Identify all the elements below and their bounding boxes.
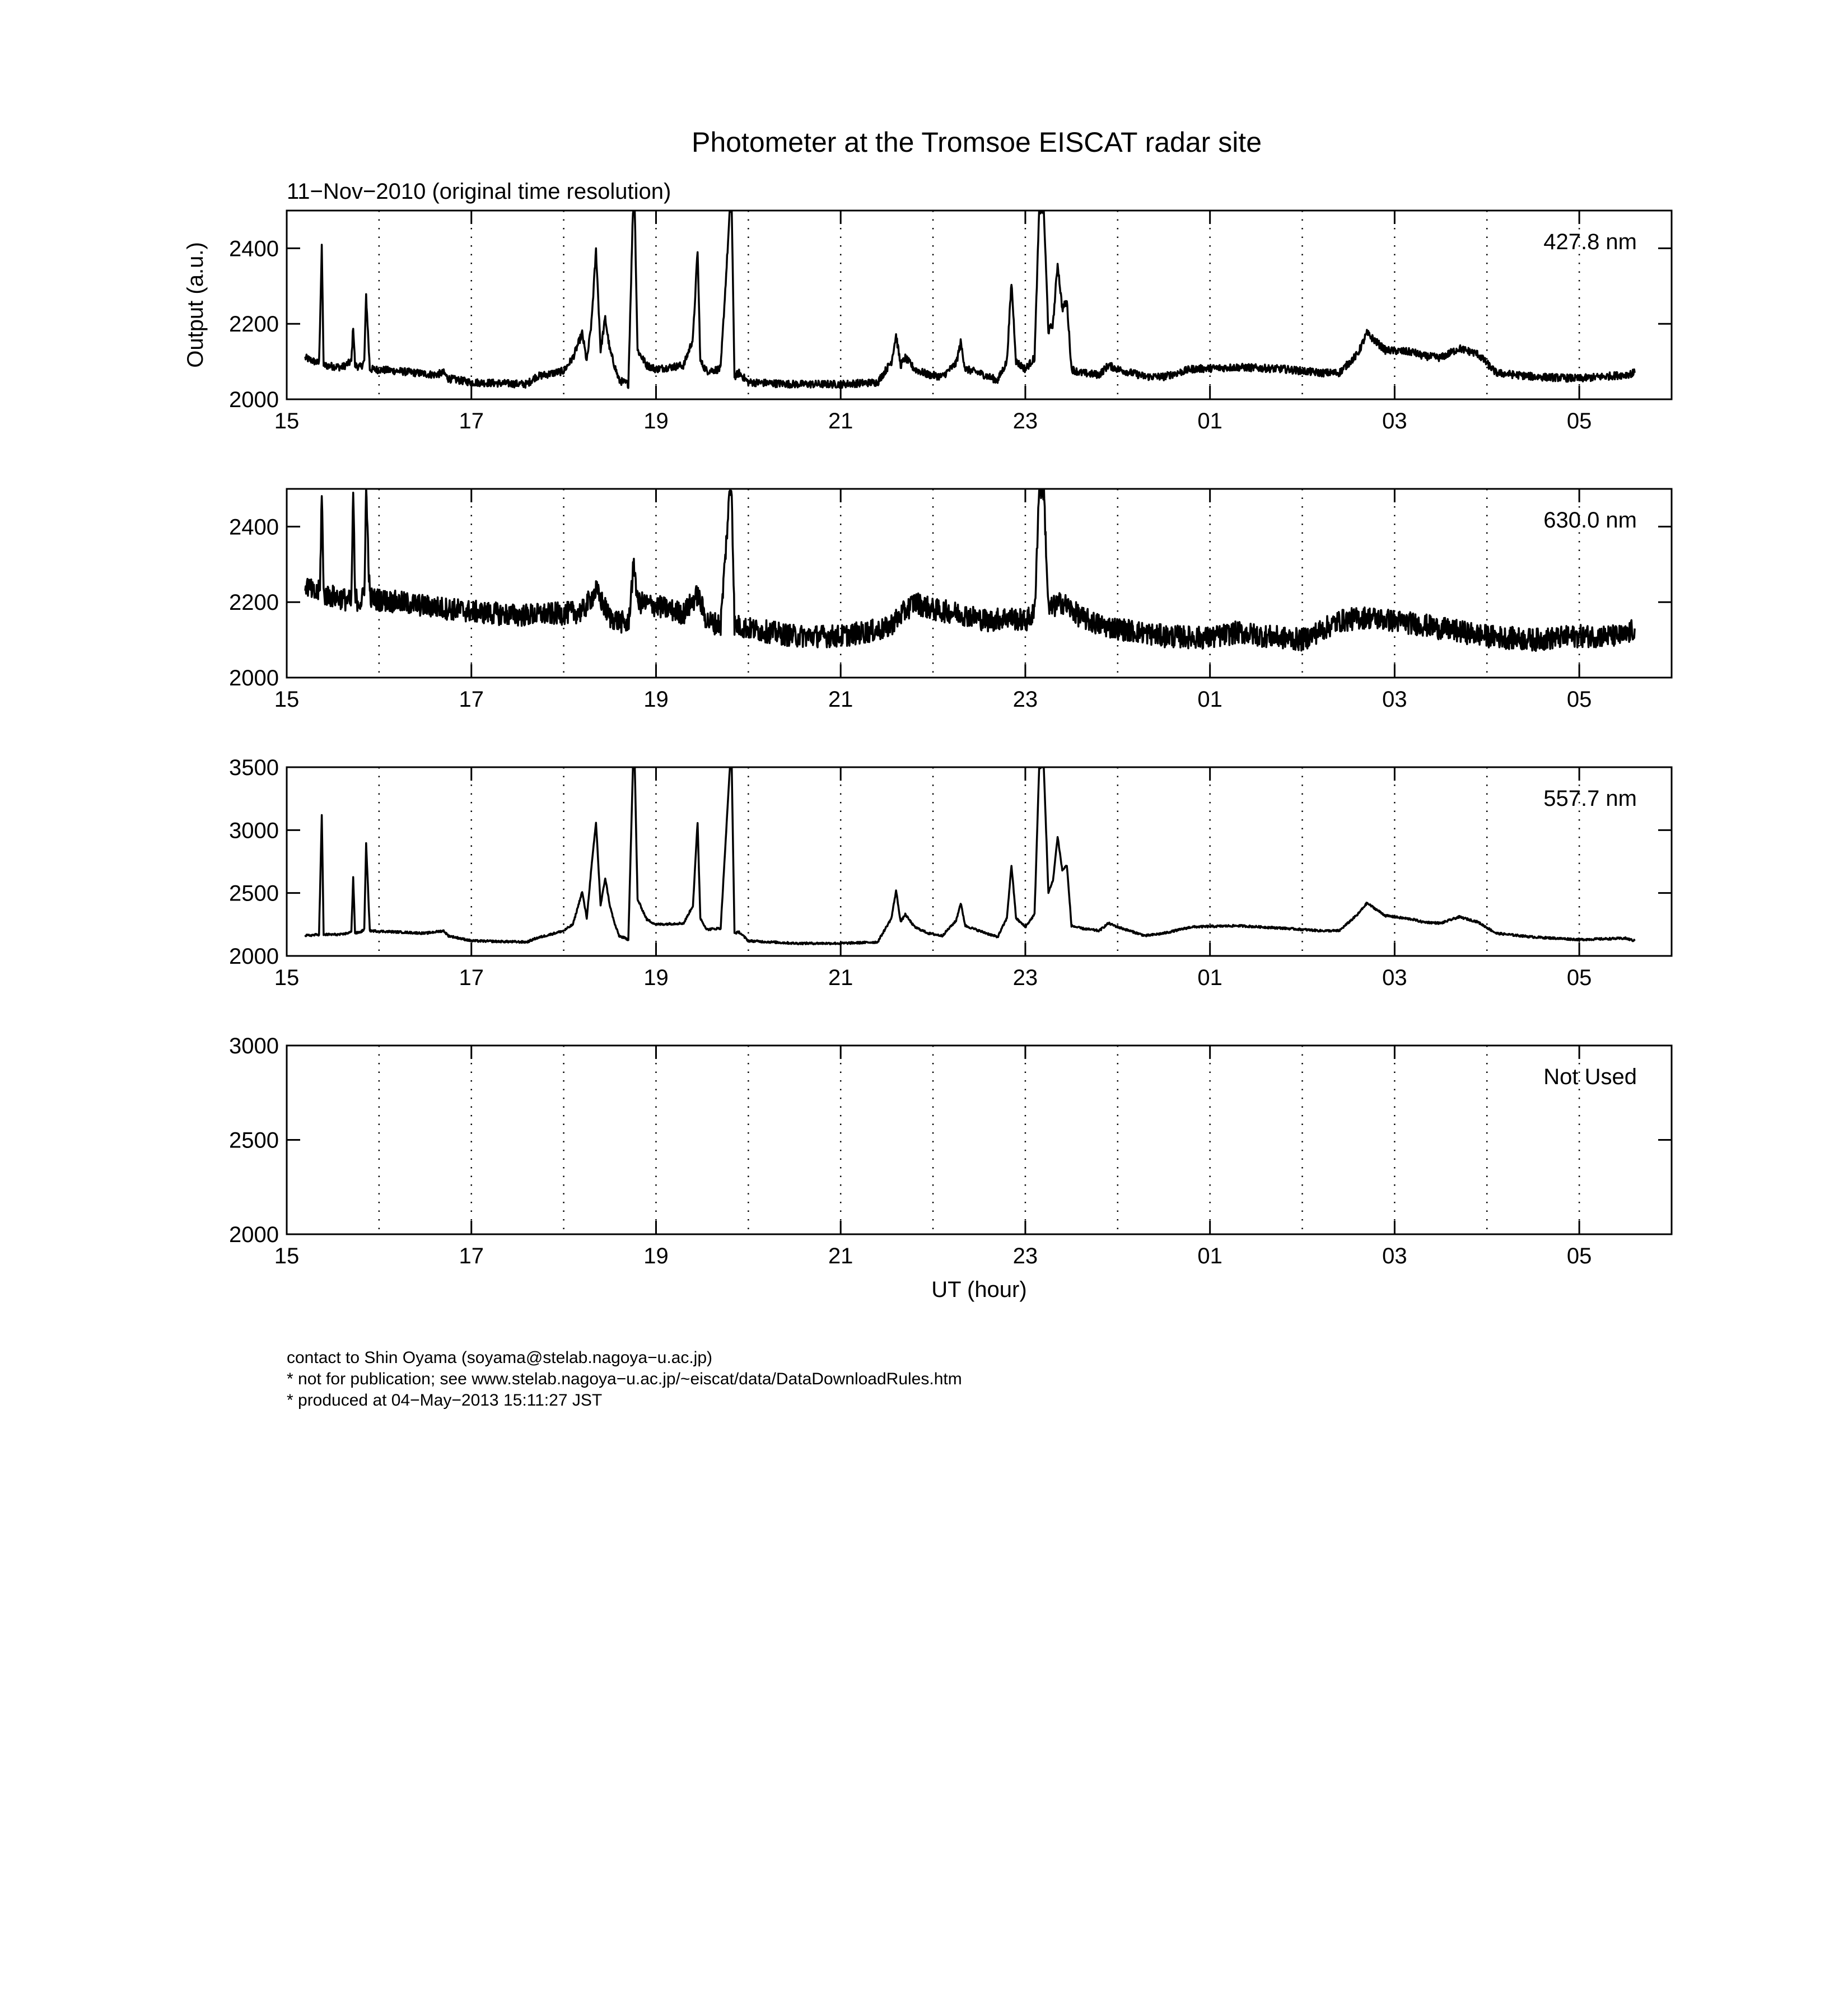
x-tick-label: 01 — [1197, 965, 1222, 990]
channel-label: 427.8 nm — [1543, 230, 1637, 254]
y-tick-label: 2000 — [229, 1222, 279, 1247]
x-tick-label: 05 — [1566, 409, 1592, 433]
y-tick-label: 2200 — [229, 312, 279, 337]
series-line — [305, 478, 1635, 651]
x-tick-label: 23 — [1012, 687, 1038, 712]
x-tick-label: 17 — [459, 965, 484, 990]
panel-frame — [287, 1046, 1672, 1234]
y-axis-label: Output (a.u.) — [183, 242, 208, 368]
x-tick-label: 01 — [1197, 687, 1222, 712]
y-tick-label: 2500 — [229, 881, 279, 906]
x-tick-label: 21 — [828, 687, 853, 712]
y-tick-label: 2500 — [229, 1128, 279, 1153]
x-tick-label: 05 — [1566, 687, 1592, 712]
panel-1 — [229, 478, 1672, 712]
x-tick-label: 19 — [643, 687, 669, 712]
x-axis-label: UT (hour) — [931, 1277, 1027, 1302]
x-tick-label: 01 — [1197, 409, 1222, 433]
panel-3 — [229, 1034, 1672, 1302]
x-tick-label: 15 — [274, 409, 300, 433]
figure-subtitle: 11−Nov−2010 (original time resolution) — [287, 179, 671, 204]
x-tick-label: 15 — [274, 687, 300, 712]
x-tick-label: 15 — [274, 1244, 300, 1268]
x-tick-label: 21 — [828, 409, 853, 433]
x-tick-label: 01 — [1197, 1244, 1222, 1268]
panels-container — [183, 207, 1672, 1302]
y-tick-label: 2400 — [229, 515, 279, 540]
x-tick-label: 03 — [1382, 965, 1407, 990]
channel-label: Not Used — [1543, 1065, 1637, 1089]
x-tick-label: 05 — [1566, 965, 1592, 990]
x-tick-label: 23 — [1012, 1244, 1038, 1268]
panel-0 — [183, 207, 1672, 433]
x-tick-label: 05 — [1566, 1244, 1592, 1268]
x-tick-label: 19 — [643, 409, 669, 433]
x-tick-label: 17 — [459, 687, 484, 712]
series-line — [305, 766, 1635, 944]
x-tick-label: 21 — [828, 1244, 853, 1268]
series-line — [305, 207, 1635, 388]
x-tick-label: 03 — [1382, 409, 1407, 433]
footer-produced: * produced at 04−May−2013 15:11:27 JST — [287, 1391, 603, 1410]
footer-rules: * not for publication; see www.stelab.nagoya−u.ac.jp/~eiscat/data/DataDownloadRules.htm — [287, 1370, 962, 1388]
panel-frame — [287, 489, 1672, 678]
x-tick-label: 15 — [274, 965, 300, 990]
x-tick-label: 03 — [1382, 687, 1407, 712]
y-tick-label: 2400 — [229, 236, 279, 262]
x-tick-label: 17 — [459, 409, 484, 433]
channel-label: 630.0 nm — [1543, 508, 1637, 533]
x-tick-label: 03 — [1382, 1244, 1407, 1268]
panel-2 — [229, 755, 1672, 990]
x-tick-label: 19 — [643, 1244, 669, 1268]
y-tick-label: 2000 — [229, 388, 279, 412]
panel-frame — [287, 767, 1672, 956]
x-tick-label: 17 — [459, 1244, 484, 1268]
y-tick-label: 3500 — [229, 755, 279, 780]
y-tick-label: 3000 — [229, 1034, 279, 1058]
channel-label: 557.7 nm — [1543, 786, 1637, 811]
y-tick-label: 3000 — [229, 818, 279, 843]
x-tick-label: 23 — [1012, 409, 1038, 433]
footer-contact: contact to Shin Oyama (soyama@stelab.nagoya−u.ac.jp) — [287, 1348, 713, 1367]
x-tick-label: 19 — [643, 965, 669, 990]
y-tick-label: 2000 — [229, 666, 279, 690]
x-tick-label: 21 — [828, 965, 853, 990]
figure-title: Photometer at the Tromsoe EISCAT radar site — [691, 127, 1262, 158]
x-tick-label: 23 — [1012, 965, 1038, 990]
y-tick-label: 2200 — [229, 590, 279, 615]
y-tick-label: 2000 — [229, 944, 279, 969]
